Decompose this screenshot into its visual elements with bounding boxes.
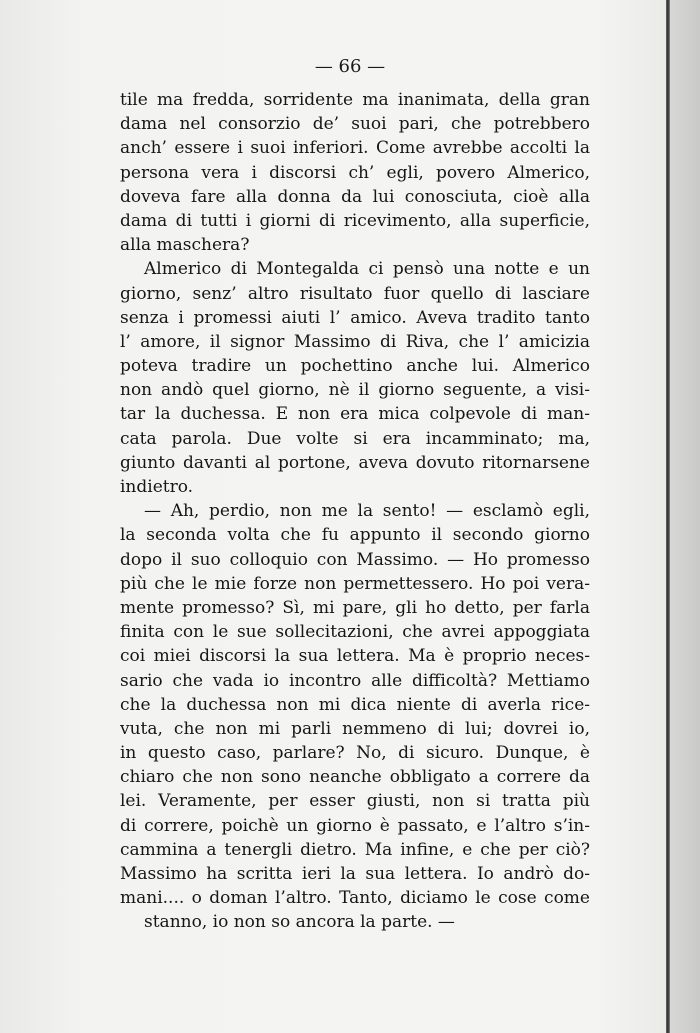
text-line: stanno, io non so ancora la parte. —	[144, 912, 455, 933]
text-line: di correre, poichè un giorno è passato, e l’altro s’in-	[120, 815, 590, 836]
text-line: tile ma fredda, sorridente ma inanimata, della gran	[120, 90, 590, 110]
text-line: anch’ essere i suoi inferiori. Come avrebbe accolti la	[120, 138, 590, 159]
text-line: persona vera i discorsi ch’ egli, povero Almerico,	[120, 162, 590, 183]
text-line: cata parola. Due volte si era incamminato; ma,	[120, 428, 590, 449]
page-number: — 66 —	[314, 56, 386, 77]
text-line: coi miei discorsi la sua lettera. Ma è proprio neces-	[120, 646, 590, 667]
text-line: la seconda volta che fu appunto il secondo giorno	[120, 525, 590, 546]
text-line: dopo il suo colloquio con Massimo. — Ho promesso	[120, 549, 590, 570]
text-line: sario che vada io incontro alle difficoltà? Mettiamo	[120, 670, 590, 691]
text-line: indietro.	[120, 477, 194, 497]
text-line: poteva tradire un pochettino anche lui. Almerico	[120, 356, 590, 377]
text-line: tar la duchessa. E non era mica colpevole di man-	[120, 404, 590, 425]
text-line: mente promesso? Sì, mi pare, gli ho detto, per farla	[120, 597, 590, 618]
text-line: giunto davanti al portone, aveva dovuto ritornarsene	[120, 452, 590, 473]
text-line: alla maschera?	[120, 235, 250, 256]
text-line: in questo caso, parlare? No, di sicuro. Dunque, è	[120, 743, 590, 764]
text-line: vuta, che non mi parli nemmeno di lui; dovrei io,	[120, 718, 590, 739]
text-line: dama di tutti i giorni di ricevimento, alla superficie,	[120, 210, 590, 231]
text-line: cammina a tenergli dietro. Ma infine, e che per ciò?	[120, 839, 590, 860]
text-line: che la duchessa non mi dica niente di averla rice-	[120, 694, 590, 715]
text-line: non andò quel giorno, nè il giorno seguente, a visi-	[120, 380, 590, 401]
facing-page-edge	[670, 0, 700, 1033]
text-line: finita con le sue sollecitazioni, che avrei appoggiata	[120, 622, 590, 643]
text-line: più che le mie forze non permettessero. Ho poi vera-	[120, 573, 590, 594]
text-line: Massimo ha scritta ieri la sua lettera. Io andrò do-	[120, 864, 590, 884]
text-line: chiaro che non sono neanche obbligato a correre da	[120, 767, 590, 788]
text-line: senza i promessi aiuti l’ amico. Aveva tradito tanto	[120, 307, 590, 328]
book-spine	[666, 0, 670, 1033]
text-line: doveva fare alla donna da lui conosciuta, cioè alla	[120, 186, 590, 207]
body-text	[120, 88, 590, 935]
text-line: mani.... o doman l’altro. Tanto, diciamo le cose come	[120, 888, 590, 909]
text-line: — Ah, perdio, non me la sento! — esclamò egli,	[144, 501, 590, 522]
text-line: giorno, senz’ altro risultato fuor quello di lasciare	[120, 283, 590, 304]
text-line: Almerico di Montegalda ci pensò una notte e un	[144, 259, 590, 280]
text-line: l’ amore, il signor Massimo di Riva, che l’ amicizia	[120, 331, 590, 352]
text-line: lei. Veramente, per esser giusti, non si tratta più	[120, 791, 590, 812]
text-line: dama nel consorzio de’ suoi pari, che potrebbero	[120, 114, 590, 135]
